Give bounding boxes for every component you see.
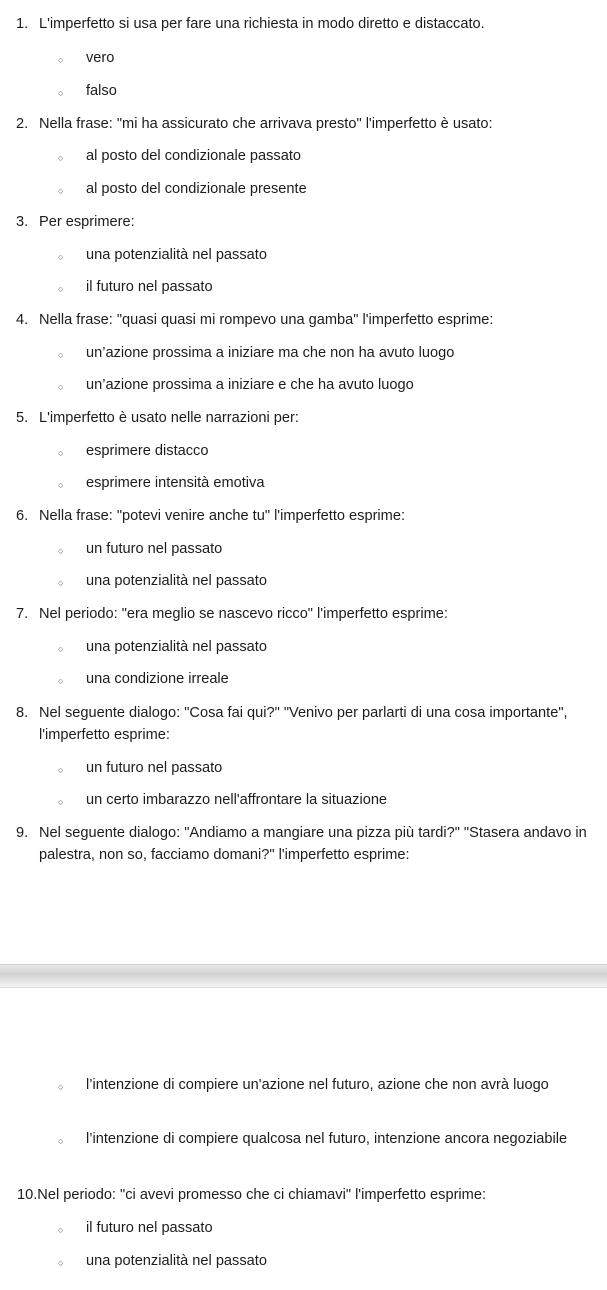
question-4-option-1[interactable] [58, 342, 577, 366]
question-text: Per esprimere: [39, 214, 135, 230]
radio-circle-icon[interactable]: ○ [58, 448, 64, 458]
question-10-option-2[interactable] [58, 1250, 577, 1274]
radio-circle-icon[interactable]: ○ [58, 284, 64, 294]
question-4 [16, 309, 593, 331]
question-7 [16, 603, 593, 625]
radio-circle-icon[interactable]: ○ [58, 1136, 64, 1146]
question-6-option-2[interactable] [58, 570, 577, 594]
radio-circle-icon[interactable]: ○ [58, 578, 64, 588]
radio-circle-icon[interactable]: ○ [58, 55, 64, 65]
question-number: 1. [16, 16, 29, 32]
option-label: un futuro nel passato [86, 541, 223, 557]
question-number: 4. [16, 312, 29, 328]
question-9 [16, 822, 593, 866]
question-1 [16, 13, 593, 35]
question-3-option-1[interactable] [58, 244, 577, 268]
option-label: l’intenzione di compiere un'azione nel futuro, azione che non avrà luogo [86, 1077, 549, 1093]
radio-circle-icon[interactable]: ○ [58, 186, 64, 196]
question-text: L'imperfetto è usato nelle narrazioni per: [39, 410, 299, 426]
radio-circle-icon[interactable]: ○ [58, 644, 64, 654]
radio-circle-icon[interactable]: ○ [58, 1225, 64, 1235]
question-2-option-2[interactable] [58, 178, 577, 202]
option-label: falso [86, 83, 117, 99]
radio-circle-icon[interactable]: ○ [58, 88, 64, 98]
question-number: 7. [16, 606, 29, 622]
option-label: una potenzialità nel passato [86, 573, 267, 589]
radio-circle-icon[interactable]: ○ [58, 676, 64, 686]
radio-circle-icon[interactable]: ○ [58, 546, 64, 556]
question-2 [16, 113, 593, 135]
question-10 [17, 1184, 593, 1206]
question-9-option-2[interactable] [58, 1128, 577, 1152]
question-10-option-1[interactable] [58, 1217, 577, 1241]
radio-circle-icon[interactable]: ○ [58, 765, 64, 775]
option-label: l’intenzione di compiere qualcosa nel futuro, intenzione ancora negoziabile [86, 1131, 568, 1147]
option-label: una potenzialità nel passato [86, 639, 267, 655]
option-label: esprimere intensità emotiva [86, 475, 265, 491]
question-text: Nella frase: "potevi venire anche tu" l'imperfetto esprime: [39, 508, 405, 524]
option-label: vero [86, 50, 115, 66]
question-number: 10. [17, 1187, 38, 1203]
option-label: un’azione prossima a iniziare e che ha avuto luogo [86, 377, 414, 393]
question-6-option-1[interactable] [58, 538, 577, 562]
page-separator [0, 964, 607, 988]
question-1-option-2[interactable] [58, 80, 577, 104]
question-1-option-1[interactable] [58, 47, 577, 71]
option-label: un certo imbarazzo nell'affrontare la situazione [86, 792, 388, 808]
option-label: al posto del condizionale presente [86, 181, 307, 197]
question-text: Nel seguente dialogo: "Cosa fai qui?" "Venivo per parlarti di una cosa importante", l'imperfetto esprime: [39, 705, 568, 743]
question-5-option-1[interactable] [58, 440, 577, 464]
question-3 [16, 211, 593, 233]
question-text: Nella frase: "quasi quasi mi rompevo una gamba" l'imperfetto esprime: [39, 312, 494, 328]
question-number: 9. [16, 825, 29, 841]
question-7-option-1[interactable] [58, 636, 577, 660]
option-label: una potenzialità nel passato [86, 247, 267, 263]
radio-circle-icon[interactable]: ○ [58, 1082, 64, 1092]
option-label: il futuro nel passato [86, 1220, 213, 1236]
question-text: Nella frase: "mi ha assicurato che arrivava presto" l'imperfetto è usato: [39, 116, 493, 132]
question-4-option-2[interactable] [58, 374, 577, 398]
option-label: esprimere distacco [86, 443, 209, 459]
question-number: 2. [16, 116, 29, 132]
question-6 [16, 505, 593, 527]
question-9-option-1[interactable] [58, 1074, 577, 1098]
option-label: un’azione prossima a iniziare ma che non ha avuto luogo [86, 345, 455, 361]
question-8 [16, 702, 593, 746]
question-3-option-2[interactable] [58, 276, 577, 300]
question-8-option-2[interactable] [58, 789, 577, 813]
question-7-option-2[interactable] [58, 668, 577, 692]
radio-circle-icon[interactable]: ○ [58, 1258, 64, 1268]
question-text: Nel periodo: "ci avevi promesso che ci chiamavi" l'imperfetto esprime: [37, 1187, 486, 1203]
option-label: una potenzialità nel passato [86, 1253, 267, 1269]
question-number: 8. [16, 705, 29, 721]
option-label: il futuro nel passato [86, 279, 213, 295]
option-label: un futuro nel passato [86, 760, 223, 776]
option-label: al posto del condizionale passato [86, 148, 302, 164]
question-2-option-1[interactable] [58, 145, 577, 169]
radio-circle-icon[interactable]: ○ [58, 350, 64, 360]
radio-circle-icon[interactable]: ○ [58, 480, 64, 490]
radio-circle-icon[interactable]: ○ [58, 252, 64, 262]
question-text: L'imperfetto si usa per fare una richiesta in modo diretto e distaccato. [39, 16, 485, 32]
radio-circle-icon[interactable]: ○ [58, 153, 64, 163]
option-label: una condizione irreale [86, 671, 229, 687]
question-8-option-1[interactable] [58, 757, 577, 781]
radio-circle-icon[interactable]: ○ [58, 797, 64, 807]
question-5-option-2[interactable] [58, 472, 577, 496]
question-text: Nel periodo: "era meglio se nascevo ricco" l'imperfetto esprime: [39, 606, 448, 622]
question-text: Nel seguente dialogo: "Andiamo a mangiare una pizza più tardi?" "Stasera andavo in palestra, non so, facciamo domani?" l'imperfetto esprime: [39, 825, 587, 863]
question-5 [16, 407, 593, 429]
radio-circle-icon[interactable]: ○ [58, 382, 64, 392]
question-number: 5. [16, 410, 29, 426]
question-number: 3. [16, 214, 29, 230]
question-number: 6. [16, 508, 29, 524]
